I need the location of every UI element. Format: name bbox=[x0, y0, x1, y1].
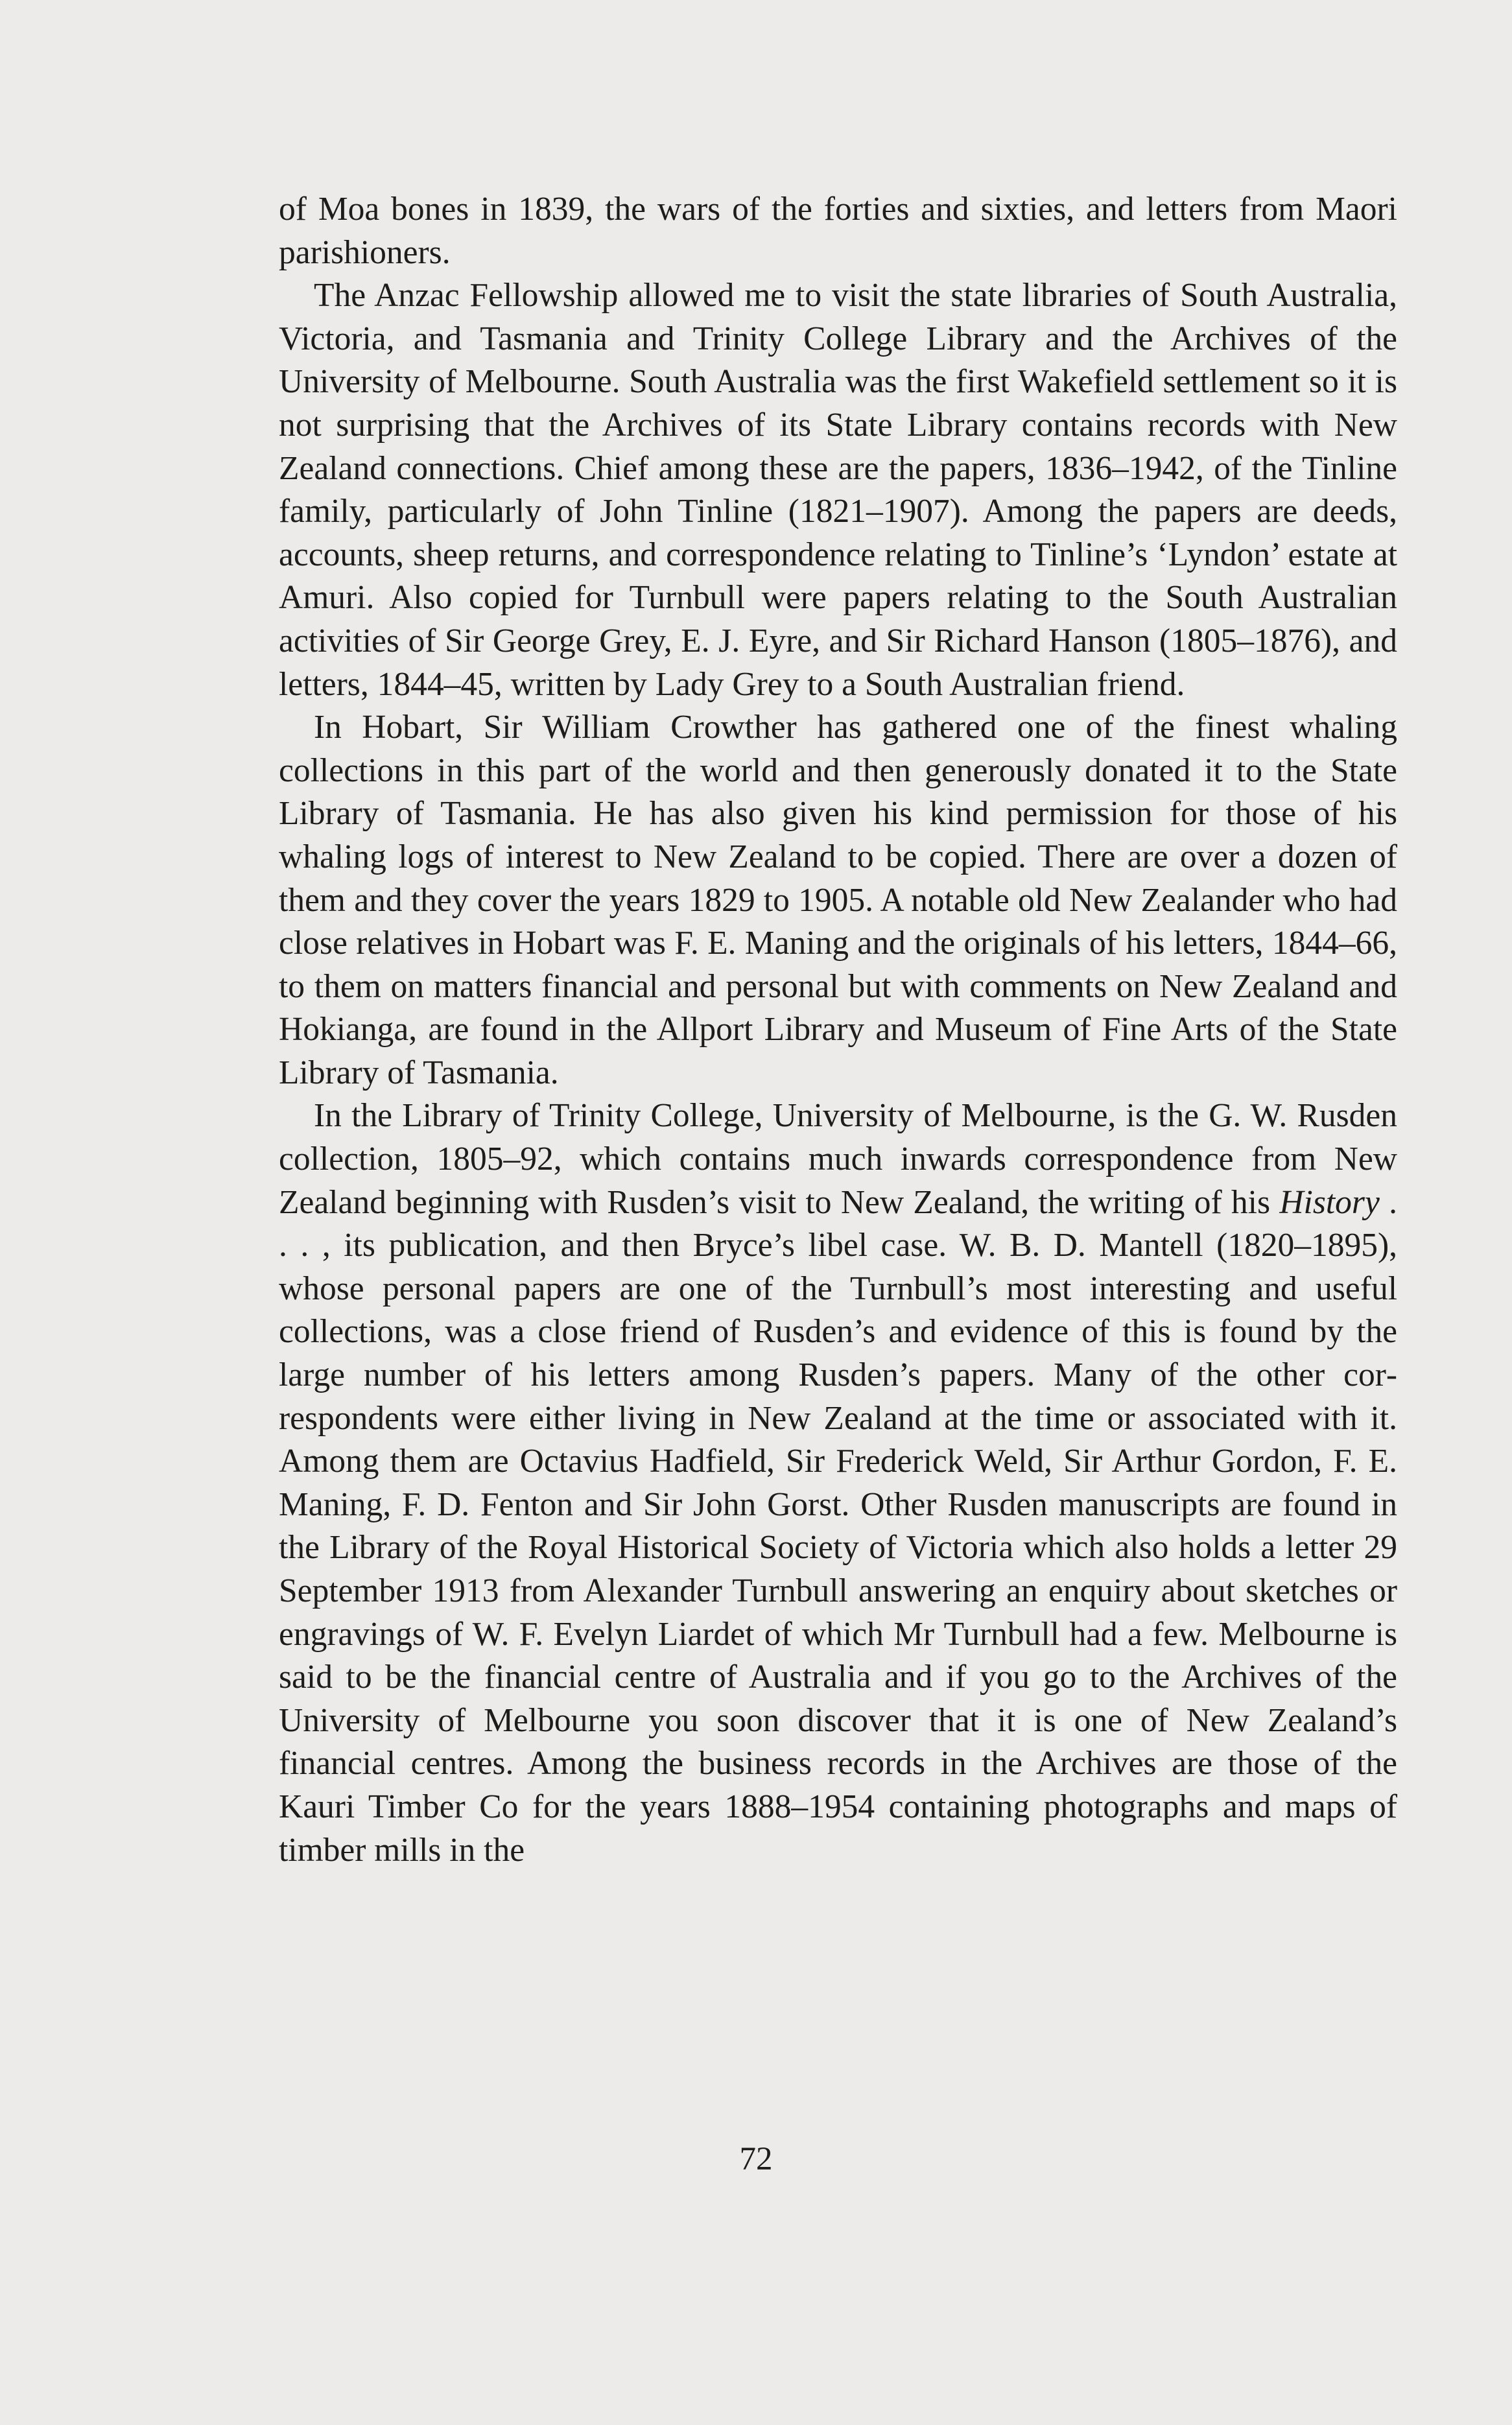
text-segment: . . . , its publication, and then Bryce’s libel case. W. B. D. Mantell (1820–1895), whose personal papers are one of the Turnbull’s most interesting and useful collections, was a close friend of Rusden’s and evidence of this is found by the large number of his letters among Rusden’s papers. Many of the other correspondents were either living in New Zealand at the time or associated with it. Among them are Octavius Hadfield, Sir Frederick Weld, Sir Arthur Gordon, F. E. Maning, F. D. Fenton and Sir John Gorst. Other Rusden manuscripts are found in the Library of the Royal Historical Society of Victoria which also holds a letter 29 September 1913 from Alexander Turnbull answering an enquiry about sketches or engravings of W. F. Evelyn Liardet of which Mr Turnbull had a few. Melbourne is said to be the financial centre of Australia and if you go to the Archives of the University of Melbourne you soon discover that it is one of New Zealand’s financial centres. Among the business records in the Archives are those of the Kauri Timber Co for the years 1888–1954 containing photographs and maps of timber mills in the bbox=[279, 1183, 1398, 1869]
paragraph bbox=[279, 1094, 1397, 1872]
paragraph bbox=[279, 706, 1397, 1094]
text-segment: In the Library of Trinity College, University of Melbourne, is the G. W. Rusden collection, 1805–92, which contains much inwards correspondence from New Zealand beginning with Rusden’s visit to New Zealand, the writing of his bbox=[279, 1097, 1397, 1221]
paragraph bbox=[279, 274, 1397, 706]
italic-title: History bbox=[1279, 1183, 1380, 1221]
text-segment: In Hobart, Sir William Crowther has gathered one of the finest whaling collections in this part of the world and then generously donated it to the State Library of Tasmania. He has also given his kind permission for those of his whaling logs of interest to New Zealand to be copied. There are over a dozen of them and they cover the years 1829 to 1905. A notable old New Zealander who had close relatives in Hobart was F. E. Maning and the originals of his letters, 1844–66, to them on matters financial and personal but with comments on New Zealand and Hokianga, are found in the Allport Library and Museum of Fine Arts of the State Library of Tasmania. bbox=[279, 709, 1397, 1091]
text-segment: of Moa bones in 1839, the wars of the forties and sixties, and letters from Maori parishioners. bbox=[279, 191, 1397, 271]
text-segment: The Anzac Fellowship allowed me to visit the state libraries of South Australia, Victoria, and Tasmania and Trinity College Library and the Archives of the University of Melbourne. South Australia was the first Wakefield settlement so it is not surprising that the Archives of its State Library contains records with New Zealand connections. Chief among these are the papers, 1836–1942, of the Tinline family, particularly of John Tinline (1821–1907). Among the papers are deeds, accounts, sheep returns, and correspondence relating to Tinline’s ‘Lyndon’ estate at Amuri. Also copied for Turnbull were papers relating to the South Australian activities of Sir George Grey, E. J. Eyre, and Sir Richard Hanson (1805–1876), and letters, 1844–45, written by Lady Grey to a South Australian friend. bbox=[279, 277, 1397, 703]
paragraph bbox=[279, 188, 1397, 274]
page-body-text bbox=[279, 188, 1397, 1872]
page-number: 72 bbox=[739, 2141, 773, 2177]
